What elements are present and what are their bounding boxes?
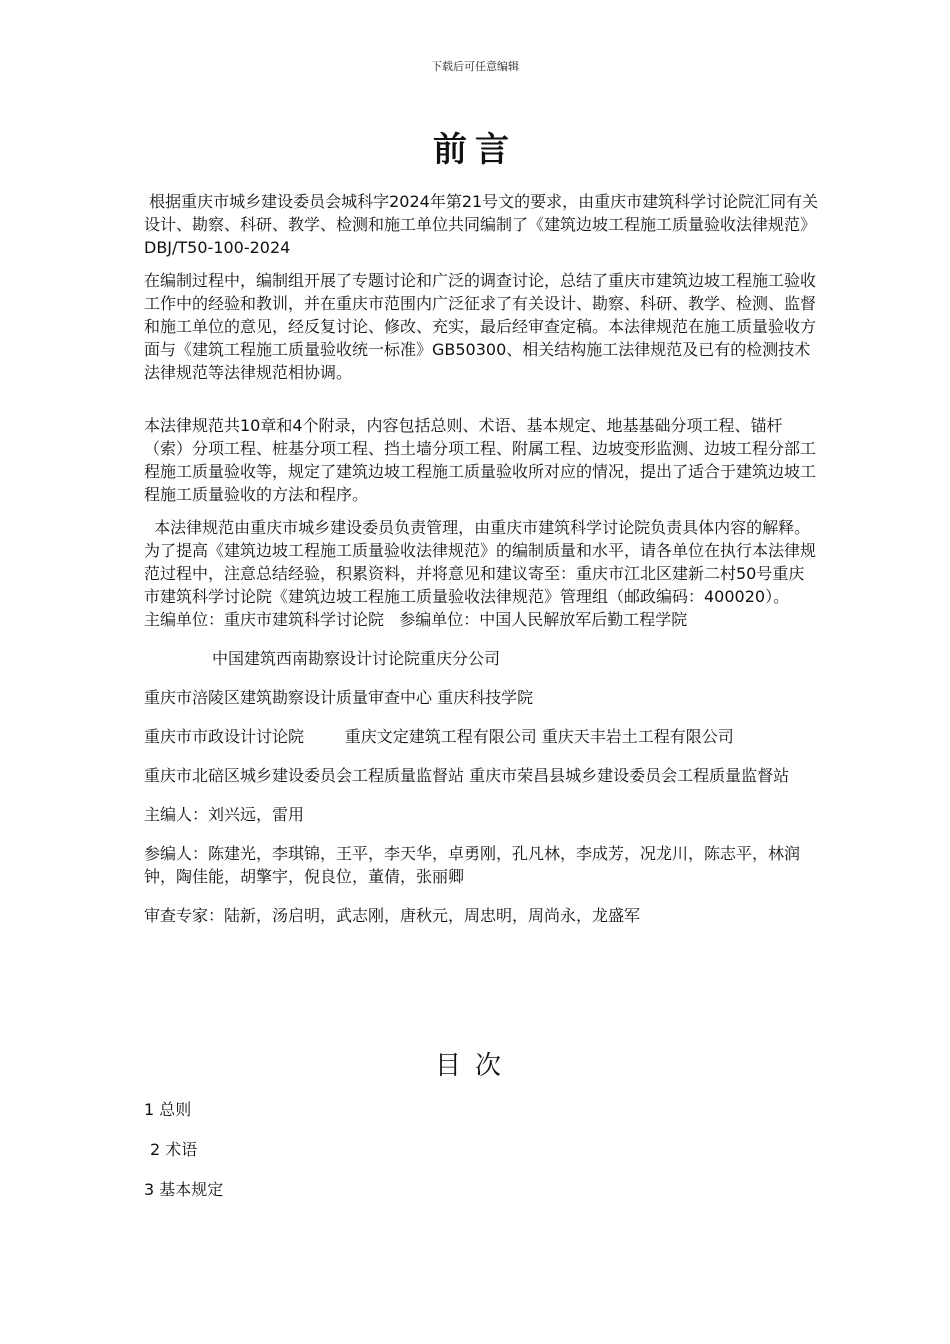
table-of-contents <box>144 1098 820 1218</box>
participating-unit-4: 重庆市北碚区城乡建设委员会工程质量监督站 重庆市荣昌县城乡建设委员会工程质量监督站 <box>144 766 790 785</box>
participating-unit-3: 重庆市市政设计讨论院 重庆文定建筑工程有限公司 重庆天丰岩土工程有限公司 <box>144 727 734 746</box>
chief-editors: 主编人：刘兴远，雷用 <box>144 805 305 824</box>
participating-unit-2: 重庆市涪陵区建筑勘察设计质量审查中心 重庆科技学院 <box>144 688 534 707</box>
header-note: 下载后可任意编辑 <box>431 60 519 73</box>
toc-title: 目次 <box>434 1051 515 1081</box>
participating-unit-1: 中国建筑西南勘察设计讨论院重庆分公司 <box>212 649 501 668</box>
preface-paragraph-2: 在编制过程中，编制组开展了专题讨论和广泛的调查讨论，总结了重庆市建筑边坡工程施工验收工作中的经验和教训，并在重庆市范围内广泛征求了有关设计、勘察、科研、教学、检测、监督和施工单位的意见，经反复讨论、修改、充实，最后经审查定稿。本法律规范在施工质量验收方面与《建筑工程施工质量验收统一标准》GB50300、相关结构施工法律规范及已有的检测技术法律规范等法律规范相协调。 <box>144 271 817 382</box>
page-title: 前言 <box>433 130 517 170</box>
preface-body <box>144 190 820 943</box>
toc-item[interactable]: 1 总则 <box>144 1100 192 1119</box>
toc-item[interactable]: 2 术语 <box>150 1140 198 1159</box>
toc-item[interactable]: 3 基本规定 <box>144 1180 224 1199</box>
review-experts: 审查专家：陆新，汤启明，武志刚，唐秋元，周忠明，周尚永，龙盛军 <box>144 906 641 925</box>
preface-paragraph-3: 本法律规范共10章和4个附录，内容包括总则、术语、基本规定、地基基础分项工程、锚杆（索）分项工程、桩基分项工程、挡土墙分项工程、附属工程、边坡变形监测、边坡工程分部工程施工质量验收等，规定了建筑边坡工程施工质量验收所对应的情况，提出了适合于建筑边坡工程施工质量验收的方法和程序。 <box>144 416 817 504</box>
editors: 参编人：陈建光，李琪锦，王平，李天华，卓勇刚，孔凡林，李成芳，况龙川，陈志平，林润钟，陶佳能，胡擎宇，倪良位，董倩，张丽卿 <box>144 844 801 886</box>
preface-paragraph-4: 本法律规范由重庆市城乡建设委员负责管理，由重庆市建筑科学讨论院负责具体内容的解释。为了提高《建筑边坡工程施工质量验收法律规范》的编制质量和水平，请各单位在执行本法律规范过程中，注意总结经验，积累资料，并将意见和建议寄至：重庆市江北区建新二村50号重庆市建筑科学讨论院《建筑边坡工程施工质量验收法律规范》管理组（邮政编码：400020）。 主编单位：重庆市建筑科学讨论院 参编单位：中国人民解放军后勤工程学院 <box>144 518 817 629</box>
preface-paragraph-1: 根据重庆市城乡建设委员会城科字2024年第21号文的要求，由重庆市建筑科学讨论院汇同有关设计、勘察、科研、教学、检测和施工单位共同编制了《建筑边坡工程施工质量验收法律规范》DBJ/T50-100-2024 <box>144 192 819 257</box>
